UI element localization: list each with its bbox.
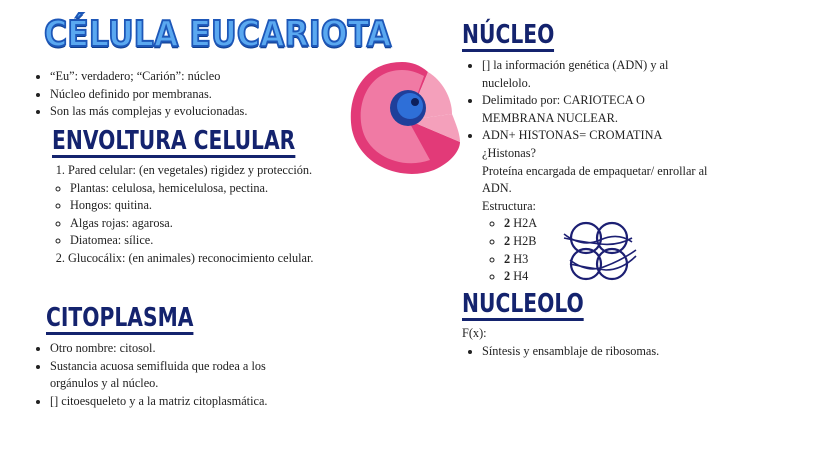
list-item xyxy=(68,162,316,250)
list-item: ◦ Algas rojas: agarosa. xyxy=(70,215,316,233)
envoltura-heading: ENVOLTURA CELULAR xyxy=(52,128,295,158)
count: 2 xyxy=(504,233,511,248)
item-text: ADN+ HISTONAS= CROMATINA xyxy=(482,128,663,143)
envoltura-list xyxy=(46,162,316,268)
citoplasma-heading: CITOPLASMA xyxy=(46,305,193,335)
nucleosome-illustration xyxy=(562,220,640,284)
list-item: • [] la información genética (ADN) y al nuclelolo. xyxy=(482,57,712,92)
fx-label: F(x): xyxy=(462,326,487,340)
list-item: • Son las más complejas y evolucionadas. xyxy=(50,103,330,121)
histone-name: H2B xyxy=(513,233,537,248)
list-item: • Delimitado por: CARIOTECA O MEMBRANA NUCLEAR. xyxy=(482,92,712,127)
histonas-definition: Proteína encargada de empaquetar/ enrollar al ADN. xyxy=(482,163,708,196)
list-item: • [] citoesqueleto y a la matriz citoplasmática. xyxy=(50,393,310,411)
item-text: Pared celular: (en vegetales) rigidez y protección. xyxy=(68,163,313,177)
list-item: ◦ Hongos: quitina. xyxy=(70,197,316,215)
list-item: 2. Glucocálix: (en animales) reconocimiento celular. xyxy=(68,250,316,268)
page-title: CÉLULA EUCARIOTA xyxy=(44,14,392,55)
list-item: ◦ Diatomea: sílice. xyxy=(70,232,316,250)
list-item: ◦ Plantas: celulosa, hemicelulosa, pectina. xyxy=(70,180,316,198)
estructura-label: Estructura: xyxy=(482,198,536,213)
list-item: • Núcleo definido por membranas. xyxy=(50,86,330,104)
list-item: • “Eu”: verdadero; “Carión”: núcleo xyxy=(50,68,330,86)
intro-list xyxy=(30,68,330,121)
nucleo-heading: NÚCLEO xyxy=(462,22,554,52)
eukaryotic-cell-illustration xyxy=(342,58,464,182)
nucleolo-content xyxy=(462,325,722,360)
list-item: • Otro nombre: citosol. xyxy=(50,340,310,358)
histonas-question: ¿Histonas? xyxy=(482,145,536,160)
list-item: • Sustancia acuosa semifluida que rodea a los orgánulos y al núcleo. xyxy=(50,358,310,393)
count: 2 xyxy=(504,251,511,266)
citoplasma-list xyxy=(30,340,310,410)
histone-name: H4 xyxy=(513,269,529,284)
count: 2 xyxy=(504,269,511,284)
count: 2 xyxy=(504,216,511,231)
histone-name: H2A xyxy=(513,216,538,231)
histone-name: H3 xyxy=(513,251,529,266)
nucleolo-heading: NUCLEOLO xyxy=(462,291,584,321)
list-item: • Síntesis y ensamblaje de ribosomas. xyxy=(482,343,722,361)
